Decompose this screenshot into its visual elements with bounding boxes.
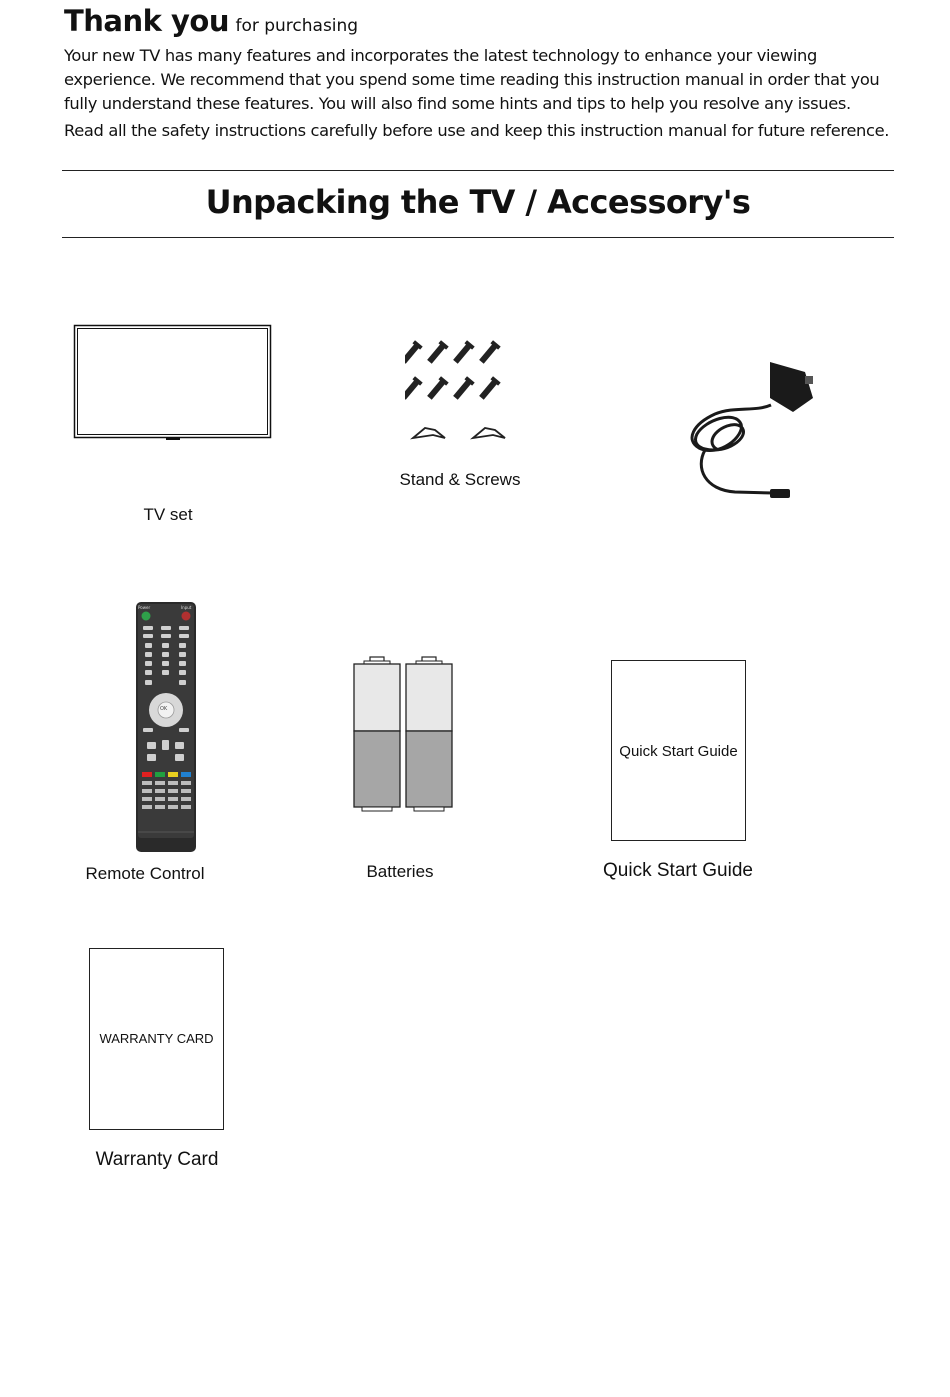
tv-set-caption: TV set [143, 505, 193, 524]
remote-control-illustration [133, 600, 199, 855]
warranty-card-caption: Warranty Card [95, 1149, 219, 1170]
tv-set-illustration [70, 320, 280, 450]
batteries-caption: Batteries [366, 862, 434, 881]
quick-start-caption: Quick Start Guide [603, 860, 753, 881]
remote-ok-label: OK [160, 706, 168, 712]
bottom-divider [62, 237, 894, 238]
power-cord-illustration [675, 350, 825, 505]
safety-paragraph: Read all the safety instructions carefully before use and keep this instruction manual for future reference. [64, 121, 890, 140]
top-divider [62, 170, 894, 171]
intro-paragraph: Your new TV has many features and incorporates the latest technology to enhance your viewing experience. We recommend that you spend some time reading this instruction manual in order that you fully understand these features. You will also find some hints and tips to help you resolve any issues. [64, 46, 880, 113]
intro-subtitle: for purchasing [235, 16, 359, 36]
remote-input-label: Input [181, 605, 192, 610]
quick-start-guide-booklet [611, 660, 746, 841]
stand-and-screws-illustration [405, 340, 520, 445]
remote-control-caption: Remote Control [85, 864, 205, 883]
batteries-illustration [350, 655, 456, 815]
warranty-cover-text: WARRANTY CARD [99, 1031, 214, 1046]
stand-caption: Stand & Screws [399, 470, 521, 489]
warranty-card-booklet [89, 948, 224, 1130]
remote-power-label: Power [138, 605, 151, 610]
intro-heading [64, 4, 358, 38]
quick-start-cover-text: Quick Start Guide [619, 743, 738, 760]
intro-title: Thank you [64, 4, 229, 38]
section-title: Unpacking the TV / Accessory's [205, 183, 751, 221]
